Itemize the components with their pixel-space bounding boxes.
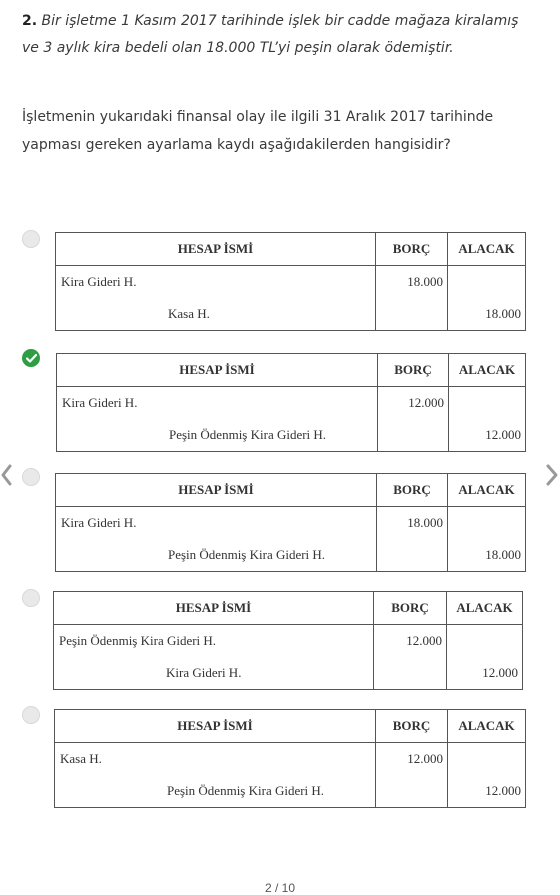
radio-button[interactable] xyxy=(22,706,40,724)
checkmark-icon xyxy=(26,354,37,363)
debit-amount: 12.000 xyxy=(374,625,447,658)
header-credit: ALACAK xyxy=(447,592,523,625)
credit-amount: 12.000 xyxy=(448,775,526,808)
header-debit: BORÇ xyxy=(377,474,448,507)
credit-account: Peşin Ödenmiş Kira Gideri H. xyxy=(57,419,378,452)
header-account: HESAP İSMİ xyxy=(55,710,376,743)
question-number: 2. xyxy=(22,13,38,29)
header-account: HESAP İSMİ xyxy=(54,592,374,625)
question-text xyxy=(22,8,537,62)
header-account: HESAP İSMİ xyxy=(57,354,378,387)
page-indicator: 2 / 10 xyxy=(264,881,296,895)
radio-button[interactable] xyxy=(22,589,40,607)
journal-entry-table xyxy=(55,232,526,331)
debit-amount: 12.000 xyxy=(378,387,449,420)
debit-account: Kasa H. xyxy=(55,743,376,776)
header-credit: ALACAK xyxy=(448,474,526,507)
journal-entry-table xyxy=(55,473,526,572)
chevron-left-icon[interactable] xyxy=(0,463,14,487)
debit-amount: 12.000 xyxy=(376,743,448,776)
header-debit: BORÇ xyxy=(376,233,448,266)
credit-account: Peşin Ödenmiş Kira Gideri H. xyxy=(55,775,376,808)
credit-account: Kasa H. xyxy=(56,298,376,331)
credit-amount: 18.000 xyxy=(448,539,526,572)
header-debit: BORÇ xyxy=(374,592,447,625)
debit-amount: 18.000 xyxy=(377,507,448,540)
header-account: HESAP İSMİ xyxy=(56,474,377,507)
journal-entry-table xyxy=(54,709,526,808)
journal-entry-table xyxy=(53,591,523,690)
debit-account: Peşin Ödenmiş Kira Gideri H. xyxy=(54,625,374,658)
debit-account: Kira Gideri H. xyxy=(56,507,377,540)
debit-amount: 18.000 xyxy=(376,266,448,299)
credit-amount: 12.000 xyxy=(449,419,526,452)
chevron-right-icon[interactable] xyxy=(545,463,559,487)
radio-button[interactable] xyxy=(22,230,40,248)
question-prompt: İşletmenin yukarıdaki finansal olay ile ilgili 31 Aralık 2017 tarihinde yapması gereken ayarlama kaydı aşağıdakilerden hangisidir? xyxy=(22,109,494,153)
header-debit: BORÇ xyxy=(378,354,449,387)
credit-amount: 12.000 xyxy=(447,657,523,690)
header-credit: ALACAK xyxy=(449,354,526,387)
header-account: HESAP İSMİ xyxy=(56,233,376,266)
credit-account: Kira Gideri H. xyxy=(54,657,374,690)
radio-button[interactable] xyxy=(22,468,40,486)
debit-account: Kira Gideri H. xyxy=(57,387,378,420)
credit-account: Peşin Ödenmiş Kira Gideri H. xyxy=(56,539,377,572)
header-debit: BORÇ xyxy=(376,710,448,743)
debit-account: Kira Gideri H. xyxy=(56,266,376,299)
header-credit: ALACAK xyxy=(448,233,526,266)
radio-button-selected[interactable] xyxy=(22,349,40,367)
header-credit: ALACAK xyxy=(448,710,526,743)
journal-entry-table xyxy=(56,353,526,452)
question-body: Bir işletme 1 Kasım 2017 tarihinde işlek bir cadde mağaza kiralamış ve 3 aylık kira bedeli olan 18.000 TL’yi peşin olarak ödemiştir. xyxy=(22,13,519,56)
credit-amount: 18.000 xyxy=(448,298,526,331)
